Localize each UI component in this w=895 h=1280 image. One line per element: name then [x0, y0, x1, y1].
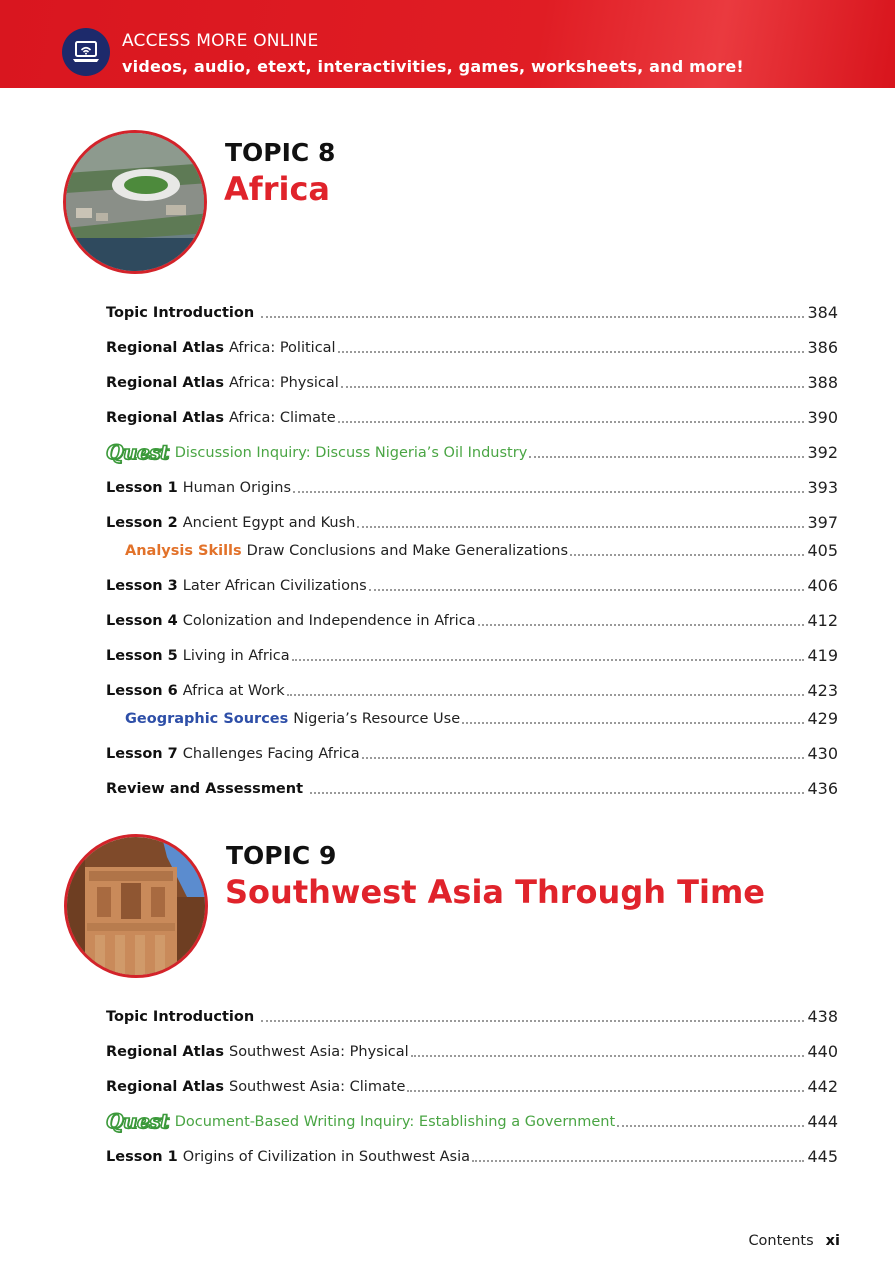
page-number: 397 [807, 513, 838, 532]
dot-leader [462, 721, 804, 724]
toc-text: Discussion Inquiry: Discuss Nigeria’s Oil Industry [174, 445, 528, 461]
dot-leader [478, 623, 805, 626]
topic8-photo [63, 130, 207, 274]
toc-row[interactable] [106, 741, 838, 763]
banner-title: ACCESS MORE ONLINE [122, 31, 319, 51]
toc-text: Southwest Asia: Climate [228, 1079, 406, 1095]
toc-row[interactable] [106, 643, 838, 665]
dot-leader [261, 1019, 804, 1022]
toc-keyword: Lesson 4 [106, 613, 178, 629]
toc-row[interactable] [106, 678, 838, 700]
toc-keyword: Analysis Skills [125, 543, 242, 559]
toc-text: Origins of Civilization in Southwest Asia [182, 1149, 471, 1165]
toc-subrow[interactable] [125, 706, 838, 728]
toc-row[interactable] [106, 1144, 838, 1166]
toc-row[interactable] [106, 335, 838, 357]
toc-row[interactable] [106, 776, 838, 798]
dot-leader [617, 1124, 804, 1127]
toc-keyword: Topic Introduction [106, 1009, 255, 1025]
toc-keyword: Lesson 1 [106, 480, 178, 496]
dot-leader [369, 588, 805, 591]
toc-keyword: Lesson 6 [106, 683, 178, 699]
page-number: 438 [807, 1007, 838, 1026]
dot-leader [357, 525, 804, 528]
toc-text: Nigeria’s Resource Use [293, 711, 461, 727]
laptop-wifi-icon [62, 28, 110, 76]
toc-keyword: Lesson 1 [106, 1149, 178, 1165]
toc-text: Challenges Facing Africa [182, 746, 360, 762]
toc-row[interactable] [106, 608, 838, 630]
toc-text: Document-Based Writing Inquiry: Establishing a Government [174, 1114, 616, 1130]
dot-leader [362, 756, 805, 759]
page-number: 412 [807, 611, 838, 630]
dot-leader [338, 350, 805, 353]
dot-leader [261, 315, 804, 318]
page-number: 430 [807, 744, 838, 763]
toc-text: Draw Conclusions and Make Generalizations [246, 543, 569, 559]
banner-subtitle: videos, audio, etext, interactivities, games, worksheets, and more! [122, 57, 744, 76]
page-number: 440 [807, 1042, 838, 1061]
dot-leader [411, 1054, 805, 1057]
toc-row[interactable] [106, 1004, 838, 1026]
toc-text: Later African Civilizations [182, 578, 367, 594]
toc-text: Africa: Climate [228, 410, 336, 426]
toc-row[interactable] [106, 1039, 838, 1061]
toc-text: Africa: Physical [228, 375, 339, 391]
toc-row[interactable] [106, 510, 838, 532]
toc-row[interactable] [106, 573, 838, 595]
toc-text: Human Origins [182, 480, 292, 496]
page-number: 444 [807, 1112, 838, 1131]
toc-keyword: Lesson 2 [106, 515, 178, 531]
dot-leader [341, 385, 805, 388]
toc-keyword: Review and Assessment [106, 781, 304, 797]
toc-keyword: Regional Atlas [106, 340, 224, 356]
page-number: 388 [807, 373, 838, 392]
toc-row[interactable] [106, 475, 838, 497]
toc-row-quest[interactable] [106, 440, 838, 462]
page-number: 390 [807, 408, 838, 427]
toc-row[interactable] [106, 405, 838, 427]
page-number: 406 [807, 576, 838, 595]
page-number: 393 [807, 478, 838, 497]
page-number: 429 [807, 709, 838, 728]
toc-text: Ancient Egypt and Kush [182, 515, 356, 531]
toc-keyword: Geographic Sources [125, 711, 289, 727]
toc-row-quest[interactable] [106, 1109, 838, 1131]
toc-keyword: Regional Atlas [106, 410, 224, 426]
page-number: 384 [807, 303, 838, 322]
toc-text: Africa: Political [228, 340, 336, 356]
toc-keyword: Lesson 5 [106, 648, 178, 664]
dot-leader [570, 553, 804, 556]
page-number: 436 [807, 779, 838, 798]
dot-leader [293, 490, 804, 493]
dot-leader [529, 455, 804, 458]
quest-logo: Quest [106, 1109, 169, 1133]
toc-keyword: Lesson 3 [106, 578, 178, 594]
access-online-banner[interactable] [0, 0, 895, 88]
dot-leader [407, 1089, 804, 1092]
toc-keyword: Regional Atlas [106, 375, 224, 391]
dot-leader [292, 658, 805, 661]
toc-text: Living in Africa [182, 648, 290, 664]
toc-row[interactable] [106, 300, 838, 322]
toc-keyword: Regional Atlas [106, 1079, 224, 1095]
topic8-title: Africa [224, 170, 330, 208]
quest-logo: Quest [106, 440, 169, 464]
toc-row[interactable] [106, 370, 838, 392]
topic8-label: TOPIC 8 [225, 138, 336, 167]
dot-leader [338, 420, 805, 423]
footer-label: Contents [748, 1233, 814, 1249]
footer-page-number: xi [825, 1233, 840, 1249]
dot-leader [287, 693, 805, 696]
toc-subrow[interactable] [125, 538, 838, 560]
toc-row[interactable] [106, 1074, 838, 1096]
page-number: 442 [807, 1077, 838, 1096]
page-number: 392 [807, 443, 838, 462]
topic9-label: TOPIC 9 [226, 841, 337, 870]
page-number: 423 [807, 681, 838, 700]
dot-leader [310, 791, 804, 794]
toc-text: Southwest Asia: Physical [228, 1044, 409, 1060]
toc-keyword: Regional Atlas [106, 1044, 224, 1060]
toc-text: Colonization and Independence in Africa [182, 613, 476, 629]
page-footer [748, 1233, 840, 1249]
page-number: 419 [807, 646, 838, 665]
toc-keyword: Topic Introduction [106, 305, 255, 321]
toc-text: Africa at Work [182, 683, 285, 699]
toc-keyword: Lesson 7 [106, 746, 178, 762]
page-number: 386 [807, 338, 838, 357]
topic9-title: Southwest Asia Through Time [225, 873, 765, 911]
page-number: 445 [807, 1147, 838, 1166]
topic9-photo [64, 834, 208, 978]
page-number: 405 [807, 541, 838, 560]
dot-leader [472, 1159, 804, 1162]
